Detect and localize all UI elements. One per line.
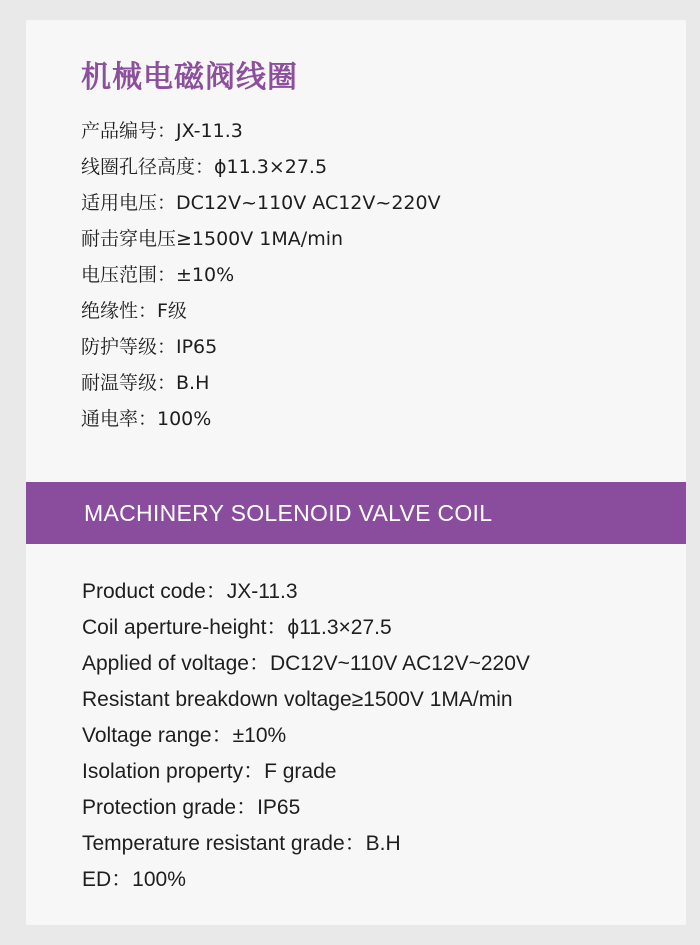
spec-item-insulation-cn: 绝缘性：F级 [81, 300, 187, 322]
page-title-cn: 机械电磁阀线圈 [81, 60, 298, 95]
spec-item-applied-voltage: Applied of voltage：DC12V~110V AC12V~220V [82, 652, 530, 675]
spec-item-duty-cycle-cn: 通电率：100% [81, 408, 212, 430]
spec-item-voltage-range: Voltage range：±10% [82, 724, 287, 747]
spec-item-breakdown-voltage: Resistant breakdown voltage≥1500V 1MA/min [82, 688, 513, 711]
spec-item-product-code-cn: 产品编号：JX-11.3 [81, 120, 243, 142]
spec-item-product-code: Product code：JX-11.3 [82, 580, 298, 603]
spec-item-applied-voltage-cn: 适用电压：DC12V~110V AC12V~220V [81, 192, 441, 214]
spec-item-duty-cycle: ED：100% [82, 868, 186, 891]
section-banner [26, 482, 686, 544]
spec-list-en [82, 576, 530, 900]
spec-item-protection-grade-cn: 防护等级：IP65 [81, 336, 218, 358]
spec-item-temperature-grade: Temperature resistant grade：B.H [82, 832, 401, 855]
spec-list-cn [81, 116, 441, 440]
spec-item-protection-grade: Protection grade：IP65 [82, 796, 301, 819]
spec-item-breakdown-voltage-cn: 耐击穿电压≥1500V 1MA/min [81, 228, 344, 250]
banner-title: MACHINERY SOLENOID VALVE COIL [84, 500, 493, 526]
spec-item-temperature-grade-cn: 耐温等级：B.H [81, 372, 210, 394]
spec-item-voltage-range-cn: 电压范围：±10% [81, 264, 235, 286]
spec-item-coil-aperture-cn: 线圈孔径高度：ϕ11.3×27.5 [81, 156, 328, 178]
spec-item-coil-aperture: Coil aperture-height：ϕ11.3×27.5 [82, 616, 392, 639]
spec-item-isolation-property: Isolation property：F grade [82, 760, 337, 783]
